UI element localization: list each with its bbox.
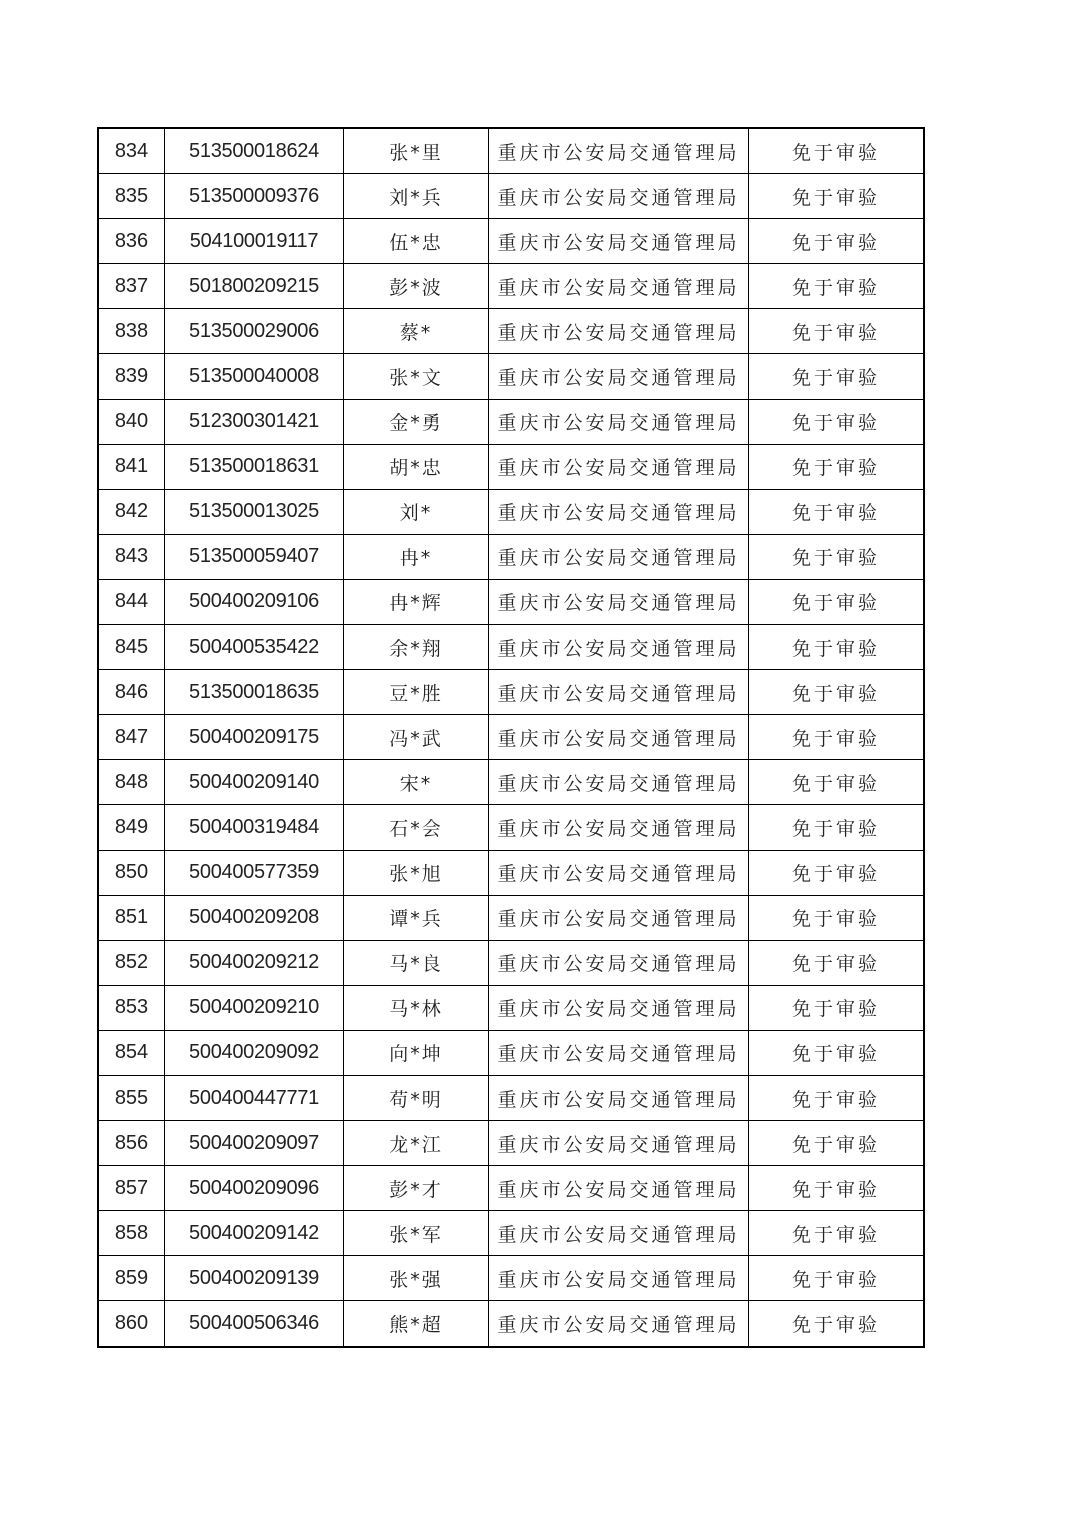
- person-name-cell: 谭*兵: [344, 895, 489, 940]
- person-name-cell: 蔡*: [344, 309, 489, 354]
- issuing-authority-cell: 重庆市公安局交通管理局: [489, 1121, 749, 1166]
- issuing-authority-cell: 重庆市公安局交通管理局: [489, 354, 749, 399]
- table-row: [98, 760, 924, 805]
- review-result-cell: 免于审验: [749, 940, 925, 985]
- review-result-cell: 免于审验: [749, 174, 925, 219]
- serial-number-cell: 841: [98, 444, 165, 489]
- serial-number-cell: 853: [98, 985, 165, 1030]
- person-name-cell: 余*翔: [344, 625, 489, 670]
- review-result-cell: 免于审验: [749, 760, 925, 805]
- table-row: [98, 219, 924, 264]
- issuing-authority-cell: 重庆市公安局交通管理局: [489, 399, 749, 444]
- license-id-cell: 500400209142: [165, 1211, 344, 1256]
- table-row: [98, 985, 924, 1030]
- table-row: [98, 444, 924, 489]
- issuing-authority-cell: 重庆市公安局交通管理局: [489, 1301, 749, 1347]
- review-result-cell: 免于审验: [749, 264, 925, 309]
- license-id-cell: 513500013025: [165, 489, 344, 534]
- serial-number-cell: 840: [98, 399, 165, 444]
- serial-number-cell: 847: [98, 715, 165, 760]
- review-result-cell: 免于审验: [749, 579, 925, 624]
- review-result-cell: 免于审验: [749, 534, 925, 579]
- license-id-cell: 500400209096: [165, 1166, 344, 1211]
- table-row: [98, 128, 924, 174]
- review-result-cell: 免于审验: [749, 895, 925, 940]
- serial-number-cell: 843: [98, 534, 165, 579]
- issuing-authority-cell: 重庆市公安局交通管理局: [489, 309, 749, 354]
- issuing-authority-cell: 重庆市公安局交通管理局: [489, 128, 749, 174]
- serial-number-cell: 854: [98, 1030, 165, 1075]
- serial-number-cell: 858: [98, 1211, 165, 1256]
- license-id-cell: 500400209097: [165, 1121, 344, 1166]
- serial-number-cell: 846: [98, 670, 165, 715]
- person-name-cell: 宋*: [344, 760, 489, 805]
- person-name-cell: 刘*: [344, 489, 489, 534]
- serial-number-cell: 844: [98, 579, 165, 624]
- serial-number-cell: 836: [98, 219, 165, 264]
- review-result-cell: 免于审验: [749, 1121, 925, 1166]
- person-name-cell: 张*文: [344, 354, 489, 399]
- review-result-cell: 免于审验: [749, 625, 925, 670]
- issuing-authority-cell: 重庆市公安局交通管理局: [489, 1211, 749, 1256]
- person-name-cell: 冯*武: [344, 715, 489, 760]
- license-id-cell: 500400209139: [165, 1256, 344, 1301]
- review-result-cell: 免于审验: [749, 1256, 925, 1301]
- review-result-cell: 免于审验: [749, 850, 925, 895]
- license-id-cell: 513500009376: [165, 174, 344, 219]
- issuing-authority-cell: 重庆市公安局交通管理局: [489, 489, 749, 534]
- table-row: [98, 715, 924, 760]
- issuing-authority-cell: 重庆市公安局交通管理局: [489, 174, 749, 219]
- serial-number-cell: 845: [98, 625, 165, 670]
- license-id-cell: 500400209092: [165, 1030, 344, 1075]
- issuing-authority-cell: 重庆市公安局交通管理局: [489, 1256, 749, 1301]
- license-id-cell: 500400209140: [165, 760, 344, 805]
- license-id-cell: 513500018635: [165, 670, 344, 715]
- table-row: [98, 534, 924, 579]
- review-result-cell: 免于审验: [749, 444, 925, 489]
- review-result-cell: 免于审验: [749, 309, 925, 354]
- person-name-cell: 石*会: [344, 805, 489, 850]
- review-result-cell: 免于审验: [749, 219, 925, 264]
- issuing-authority-cell: 重庆市公安局交通管理局: [489, 579, 749, 624]
- review-result-cell: 免于审验: [749, 489, 925, 534]
- table-row: [98, 895, 924, 940]
- issuing-authority-cell: 重庆市公安局交通管理局: [489, 760, 749, 805]
- person-name-cell: 彭*波: [344, 264, 489, 309]
- person-name-cell: 刘*兵: [344, 174, 489, 219]
- review-result-cell: 免于审验: [749, 670, 925, 715]
- issuing-authority-cell: 重庆市公安局交通管理局: [489, 715, 749, 760]
- serial-number-cell: 856: [98, 1121, 165, 1166]
- serial-number-cell: 860: [98, 1301, 165, 1347]
- issuing-authority-cell: 重庆市公安局交通管理局: [489, 625, 749, 670]
- license-id-cell: 500400209210: [165, 985, 344, 1030]
- table-row: [98, 1166, 924, 1211]
- issuing-authority-cell: 重庆市公安局交通管理局: [489, 670, 749, 715]
- person-name-cell: 向*坤: [344, 1030, 489, 1075]
- issuing-authority-cell: 重庆市公安局交通管理局: [489, 850, 749, 895]
- license-id-cell: 500400209175: [165, 715, 344, 760]
- issuing-authority-cell: 重庆市公安局交通管理局: [489, 444, 749, 489]
- license-id-cell: 500400209208: [165, 895, 344, 940]
- review-result-cell: 免于审验: [749, 1211, 925, 1256]
- license-id-cell: 513500029006: [165, 309, 344, 354]
- person-name-cell: 冉*辉: [344, 579, 489, 624]
- license-id-cell: 513500018624: [165, 128, 344, 174]
- serial-number-cell: 837: [98, 264, 165, 309]
- person-name-cell: 龙*江: [344, 1121, 489, 1166]
- issuing-authority-cell: 重庆市公安局交通管理局: [489, 534, 749, 579]
- review-result-cell: 免于审验: [749, 128, 925, 174]
- table-row: [98, 1030, 924, 1075]
- review-result-cell: 免于审验: [749, 354, 925, 399]
- license-id-cell: 500400535422: [165, 625, 344, 670]
- license-id-cell: 513500040008: [165, 354, 344, 399]
- license-id-cell: 500400209106: [165, 579, 344, 624]
- serial-number-cell: 849: [98, 805, 165, 850]
- table-row: [98, 1256, 924, 1301]
- table-row: [98, 1075, 924, 1120]
- table-row: [98, 354, 924, 399]
- table-row: [98, 1121, 924, 1166]
- table-row: [98, 1211, 924, 1256]
- review-result-cell: 免于审验: [749, 1301, 925, 1347]
- serial-number-cell: 839: [98, 354, 165, 399]
- review-result-cell: 免于审验: [749, 399, 925, 444]
- serial-number-cell: 848: [98, 760, 165, 805]
- issuing-authority-cell: 重庆市公安局交通管理局: [489, 1166, 749, 1211]
- license-id-cell: 513500059407: [165, 534, 344, 579]
- serial-number-cell: 842: [98, 489, 165, 534]
- license-id-cell: 500400209212: [165, 940, 344, 985]
- table-row: [98, 625, 924, 670]
- person-name-cell: 苟*明: [344, 1075, 489, 1120]
- issuing-authority-cell: 重庆市公安局交通管理局: [489, 1075, 749, 1120]
- review-result-cell: 免于审验: [749, 1030, 925, 1075]
- license-exemption-table: [97, 127, 925, 1348]
- serial-number-cell: 850: [98, 850, 165, 895]
- table-row: [98, 1301, 924, 1347]
- serial-number-cell: 851: [98, 895, 165, 940]
- person-name-cell: 马*林: [344, 985, 489, 1030]
- serial-number-cell: 852: [98, 940, 165, 985]
- issuing-authority-cell: 重庆市公安局交通管理局: [489, 940, 749, 985]
- serial-number-cell: 838: [98, 309, 165, 354]
- license-id-cell: 513500018631: [165, 444, 344, 489]
- issuing-authority-cell: 重庆市公安局交通管理局: [489, 805, 749, 850]
- license-id-cell: 500400506346: [165, 1301, 344, 1347]
- issuing-authority-cell: 重庆市公安局交通管理局: [489, 264, 749, 309]
- person-name-cell: 彭*才: [344, 1166, 489, 1211]
- serial-number-cell: 857: [98, 1166, 165, 1211]
- issuing-authority-cell: 重庆市公安局交通管理局: [489, 895, 749, 940]
- person-name-cell: 张*旭: [344, 850, 489, 895]
- issuing-authority-cell: 重庆市公安局交通管理局: [489, 1030, 749, 1075]
- person-name-cell: 豆*胜: [344, 670, 489, 715]
- license-id-cell: 500400577359: [165, 850, 344, 895]
- issuing-authority-cell: 重庆市公安局交通管理局: [489, 985, 749, 1030]
- table-row: [98, 850, 924, 895]
- serial-number-cell: 835: [98, 174, 165, 219]
- license-id-cell: 500400319484: [165, 805, 344, 850]
- table-row: [98, 940, 924, 985]
- review-result-cell: 免于审验: [749, 715, 925, 760]
- person-name-cell: 张*军: [344, 1211, 489, 1256]
- table-row: [98, 579, 924, 624]
- table-row: [98, 264, 924, 309]
- serial-number-cell: 859: [98, 1256, 165, 1301]
- table-row: [98, 309, 924, 354]
- table-row: [98, 489, 924, 534]
- serial-number-cell: 834: [98, 128, 165, 174]
- person-name-cell: 熊*超: [344, 1301, 489, 1347]
- person-name-cell: 金*勇: [344, 399, 489, 444]
- person-name-cell: 胡*忠: [344, 444, 489, 489]
- review-result-cell: 免于审验: [749, 1075, 925, 1120]
- person-name-cell: 张*强: [344, 1256, 489, 1301]
- license-id-cell: 504100019117: [165, 219, 344, 264]
- table-row: [98, 805, 924, 850]
- review-result-cell: 免于审验: [749, 805, 925, 850]
- person-name-cell: 张*里: [344, 128, 489, 174]
- review-result-cell: 免于审验: [749, 985, 925, 1030]
- table-body: [98, 128, 924, 1347]
- license-id-cell: 512300301421: [165, 399, 344, 444]
- person-name-cell: 冉*: [344, 534, 489, 579]
- serial-number-cell: 855: [98, 1075, 165, 1120]
- license-id-cell: 500400447771: [165, 1075, 344, 1120]
- table-row: [98, 174, 924, 219]
- person-name-cell: 马*良: [344, 940, 489, 985]
- table-row: [98, 670, 924, 715]
- review-result-cell: 免于审验: [749, 1166, 925, 1211]
- table-row: [98, 399, 924, 444]
- person-name-cell: 伍*忠: [344, 219, 489, 264]
- license-id-cell: 501800209215: [165, 264, 344, 309]
- issuing-authority-cell: 重庆市公安局交通管理局: [489, 219, 749, 264]
